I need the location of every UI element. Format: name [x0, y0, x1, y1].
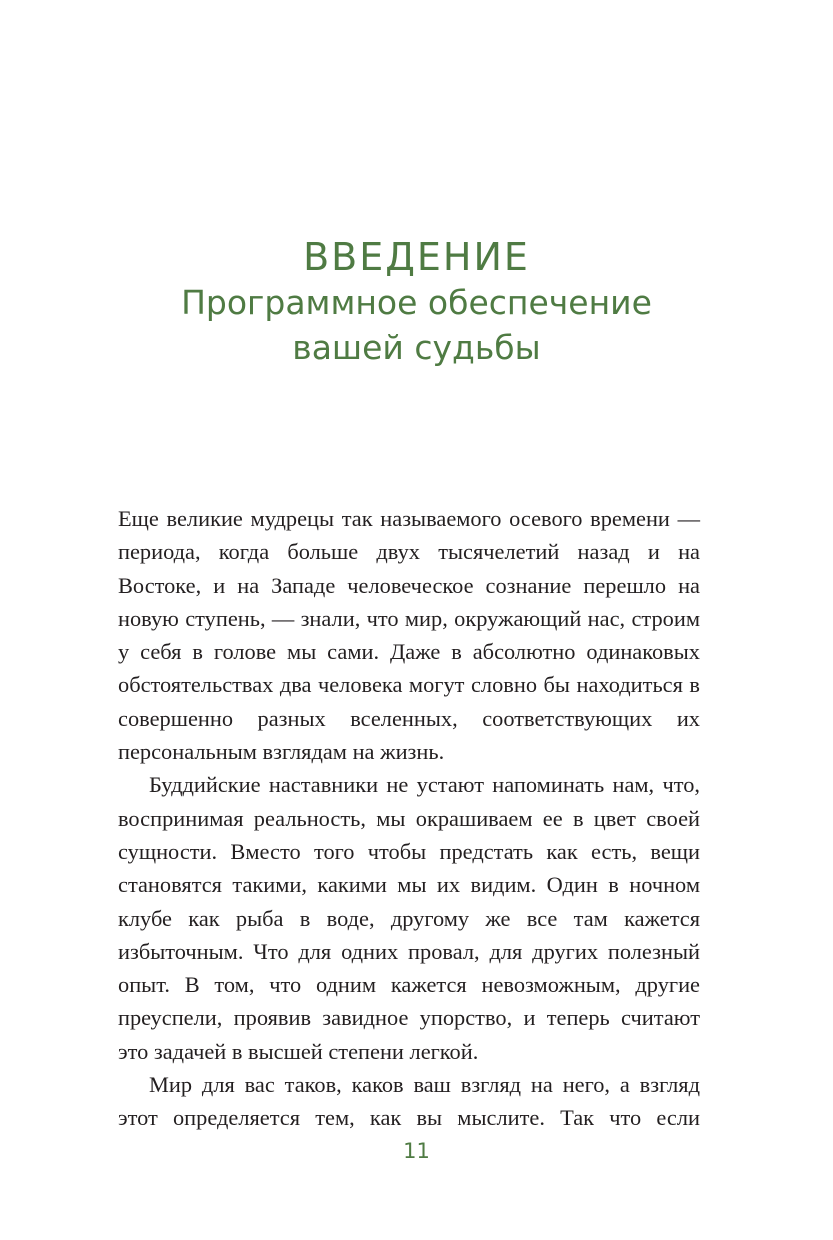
chapter-title	[0, 280, 833, 370]
page-number: 11	[403, 1139, 430, 1163]
paragraph-2: Буддийские наставники не устают напоминать нам, что, воспринимая реальность, мы окрашиваем ее в цвет своей сущности. Вместо того чтобы предстать как есть, вещи становятся такими, какими мы их видим. Один в ночном клубе как рыба в воде, другому же все там кажется избыточным. Что для одних провал, для других полезный опыт. В том, что одним кажется невозможным, другие преуспели, проявив завидное упорство, и теперь считают это задачей в высшей степени легкой.	[118, 772, 700, 1064]
chapter-title-line-1: Программное обеспечение	[181, 283, 652, 322]
paragraph-3: Мир для вас таков, каков ваш взгляд на него, а взгляд этот определяется тем, как вы мыслите. Так что если	[118, 1072, 700, 1131]
body-text	[118, 502, 700, 1135]
chapter-label: ВВЕДЕНИЕ	[303, 235, 530, 279]
chapter-title-line-2: вашей судьбы	[292, 328, 541, 367]
paragraph-1: Еще великие мудрецы так называемого осевого времени — периода, когда больше двух тысячелетий назад и на Востоке, и на Западе человеческое сознание перешло на новую ступень, — знали, что мир, окружающий нас, строим у себя в голове мы сами. Даже в абсолютно одинаковых обстоятельствах два человека могут словно бы находиться в совершенно разных вселенных, соответствующих их персональным взглядам на жизнь.	[118, 506, 700, 765]
